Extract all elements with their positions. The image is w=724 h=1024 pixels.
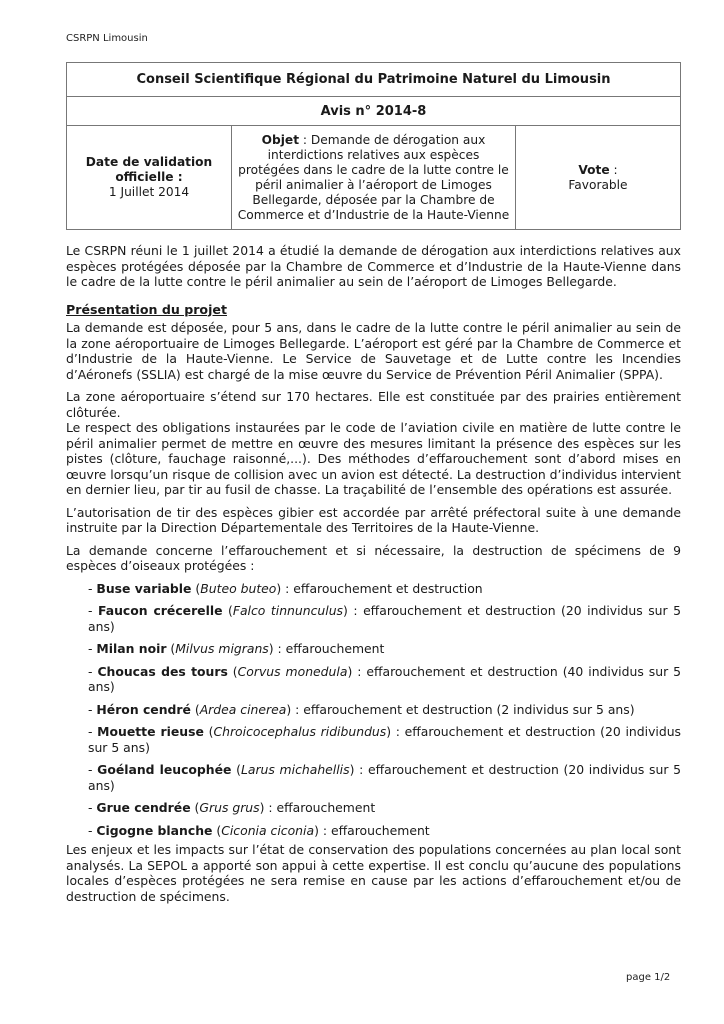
objet-cell [232, 126, 516, 230]
conclusion-paragraph: Les enjeux et les impacts sur l’état de conservation des populations concernées au plan local sont analysés. La SEPOL a apporté son appui à cette expertise. Il est conclu qu’aucune des populations locales d’espèces protégées ne sera remise en cause par les actions d’effarouchement et/ou de destruction de spécimens. [66, 842, 681, 904]
intro-paragraph: Le CSRPN réuni le 1 juillet 2014 a étudié la demande de dérogation aux interdictions relatives aux espèces protégées déposée par la Chambre de Commerce et d’Industrie de la Haute-Vienne dans le cadre de la lutte contre le péril animalier au sein de l’aéroport de Limoges Bellegarde. [66, 243, 681, 289]
species-item: - Goéland leucophée (Larus michahellis) : effarouchement et destruction (20 individus sur 5 ans) [88, 762, 682, 793]
paragraph-zone: La zone aéroportuaire s’étend sur 170 hectares. Elle est constituée par des prairies entièrement clôturée. [66, 389, 681, 420]
section-title: Présentation du projet [66, 301, 227, 317]
species-item: - Choucas des tours (Corvus monedula) : effarouchement et destruction (40 individus sur 5 ans) [88, 663, 681, 694]
paragraph-autorisation: L’autorisation de tir des espèces gibier est accordée par arrêté préfectoral suite à une demande instruite par la Direction Départementale des Territoires de la Haute-Vienne. [66, 504, 681, 535]
species-item: - Buse variable (Buteo buteo) : effarouchement et destruction [88, 580, 483, 596]
species-item: - Mouette rieuse (Chroicocephalus ridibundus) : effarouchement et destruction (20 individus sur 5 ans) [88, 724, 682, 755]
species-item: - Cigogne blanche (Ciconia ciconia) : effarouchement [88, 822, 430, 838]
objet-label: Objet [261, 132, 300, 147]
paragraph-demande: La demande est déposée, pour 5 ans, dans le cadre de la lutte contre le péril animalier au sein de la zone aéroportuaire de Limoges Bellegarde. L’aéroport est géré par la Chambre de Commerce et d’Industrie de la Haute-Vienne. Le Service de Sauvetage et de Lutte contre les Incendies d’Aéronefs (SSLIA) est chargé de la mise œuvre du Service de Prévention Péril Animalier (SPPA). [66, 320, 681, 382]
paragraph-especes-intro: La demande concerne l’effarouchement et si nécessaire, la destruction de spécimens de 9 espèces d’oiseaux protégées : [66, 542, 681, 573]
vote-label: Vote [578, 162, 610, 177]
species-item: - Grue cendrée (Grus grus) : effarouchement [88, 800, 376, 815]
document-body [66, 243, 681, 911]
avis-summary-table [66, 62, 681, 230]
vote-value: Favorable [568, 177, 628, 192]
species-item: - Milan noir (Milvus migrans) : effarouchement [88, 641, 385, 656]
paragraph-obligations: Le respect des obligations instaurées par le code de l’aviation civile en matière de lutte contre le péril animalier permet de mettre en œuvre des mesures limitant la présence des espèces sur les pistes (clôture, fauchage raisonné,...). Des méthodes d’effarouchement sont d’abord mises en œuvre lorsqu’un risque de collision avec un avion est détecté. La destruction d’individus intervient en dernier lieu, par tir au fusil de chasse. La traçabilité de l’ensemble des opérations est assurée. [66, 420, 681, 497]
vote-separator: : [609, 162, 618, 177]
avis-number: Avis n° 2014-8 [67, 97, 681, 126]
council-title: Conseil Scientifique Régional du Patrimoine Naturel du Limousin [67, 63, 681, 97]
vote-cell [516, 126, 681, 230]
header-organization: CSRPN Limousin [66, 33, 148, 44]
objet-text: : Demande de dérogation aux interdictions relatives aux espèces protégées dans le cadre de la lutte contre le péril animalier à l’aéroport de Limoges Bellegarde, déposée par la Chambre de Commerce et d’Industrie de la Haute-Vienne [237, 132, 510, 222]
validation-date-value: 1 Juillet 2014 [108, 185, 190, 199]
validation-date-cell [67, 126, 232, 230]
validation-date-label: Date de validation officielle : [85, 155, 213, 184]
page-number: page 1/2 [626, 972, 671, 983]
species-item: - Faucon crécerelle (Falco tinnunculus) : effarouchement et destruction (20 individus sur 5 ans) [88, 603, 682, 634]
species-item: - Héron cendré (Ardea cinerea) : effarouchement et destruction (2 individus sur 5 ans) [88, 701, 635, 717]
